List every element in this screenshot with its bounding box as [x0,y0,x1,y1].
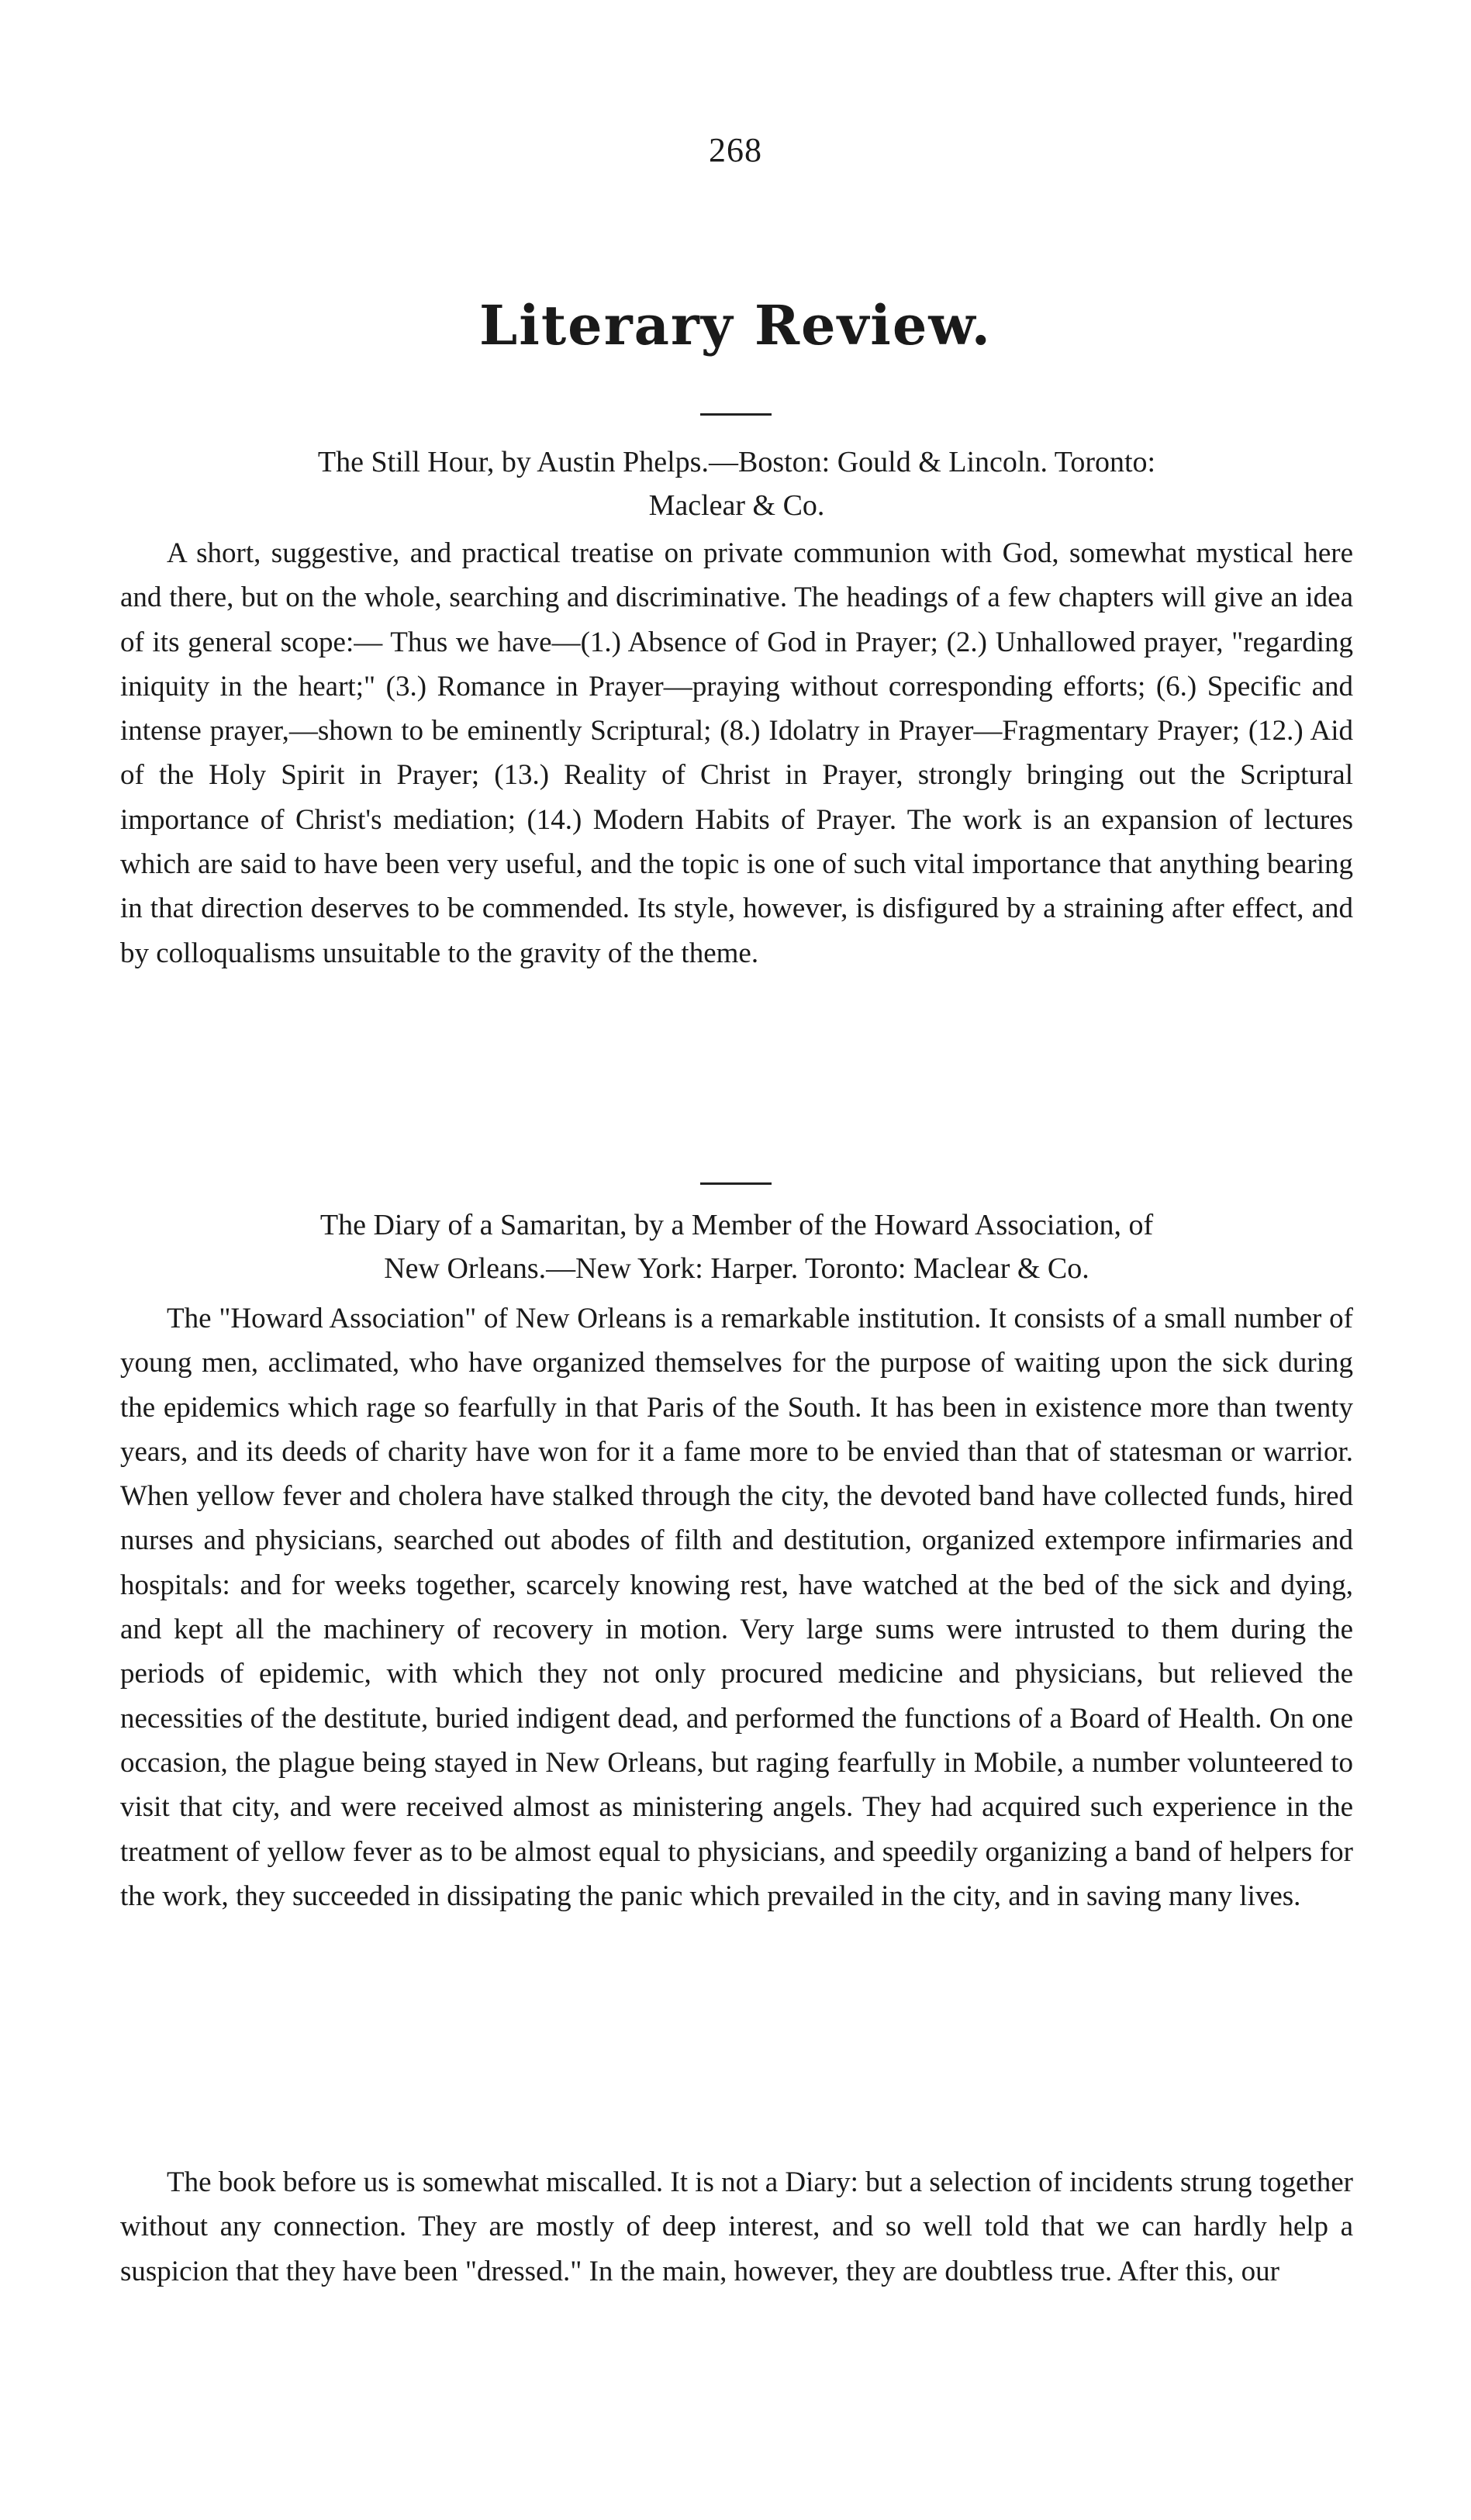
divider-rule [700,413,772,416]
review-heading-line: The Still Hour, by Austin Phelps.—Boston: Gould & Lincoln. Toronto: [317,446,1156,478]
review-heading-line: New Orleans.—New York: Harper. Toronto: Maclear & Co. [384,1252,1089,1285]
review-heading-diary-of-a-samaritan [120,1203,1353,1290]
page-number: 268 [709,131,762,169]
review-paragraph: The book before us is somewhat miscalled. It is not a Diary: but a selection of incidents strung together without any connection. They are mostly of deep interest, and so well told that we can hardly help a suspicion that they have been "dressed." In the main, however, they are doubtless true. After this, our [120,2166,1353,2287]
review-heading-line: Maclear & Co. [648,489,825,522]
review-paragraph: The "Howard Association" of New Orleans is a remarkable institution. It consists of a small number of young men, acclimated, who have organized themselves for the purpose of waiting upon the sick during the epidemics which rage so fearfully in that Paris of the South. It has been in existence more than twenty years, and its deeds of charity have won for it a fame more to be envied than that of statesman or warrior. When yellow fever and cholera have stalked through the city, the devoted band have collected funds, hired nurses and physicians, searched out abodes of filth and destitution, organized extempore infirmaries and hospitals: and for weeks together, scarcely knowing rest, have watched at the bed of the sick and dying, and kept all the machinery of recovery in motion. Very large sums were intrusted to them during the periods of epidemic, with which they not only procured medicine and physicians, but relieved the necessities of the destitute, buried indigent dead, and performed the functions of a Board of Health. On one occasion, the plague being stayed in New Orleans, but raging fearfully in Mobile, a number volunteered to visit that city, and were received almost as ministering angels. They had acquired such experience in the treatment of yellow fever as to be almost equal to physicians, and speedily organizing a band of helpers for the work, they succeeded in dissipating the panic which prevailed in the city, and in saving many lives. [120,1303,1353,1912]
review-body-diary-of-a-samaritan [120,1296,1353,1918]
review-heading-still-hour [120,440,1353,527]
divider-rule [700,1182,772,1185]
section-title: Literary Review. [479,293,992,357]
review-body-still-hour [120,531,1353,975]
review-body-diary-continued [120,2160,1353,2294]
review-paragraph: A short, suggestive, and practical treatise on private communion with God, somewhat mystical here and there, but on the whole, searching and discriminative. The headings of a few chapters will give an idea of its general scope:— Thus we have—(1.) Absence of God in Prayer; (2.) Unhallowed prayer, "regarding iniquity in the heart;" (3.) Romance in Prayer—praying without corresponding efforts; (6.) Specific and intense prayer,—shown to be eminently Scriptural; (8.) Idolatry in Prayer—Fragmentary Prayer; (12.) Aid of the Holy Spirit in Prayer; (13.) Reality of Christ in Prayer, strongly bringing out the Scriptural importance of Christ's mediation; (14.) Modern Habits of Prayer. The work is an expansion of lectures which are said to have been very useful, and the topic is one of such vital importance that anything bearing in that direction deserves to be commended. Its style, however, is disfigured by a straining after effect, and by colloqualisms unsuitable to the gravity of the theme. [120,537,1353,969]
review-heading-line: The Diary of a Samaritan, by a Member of the Howard Association, of [319,1209,1154,1241]
